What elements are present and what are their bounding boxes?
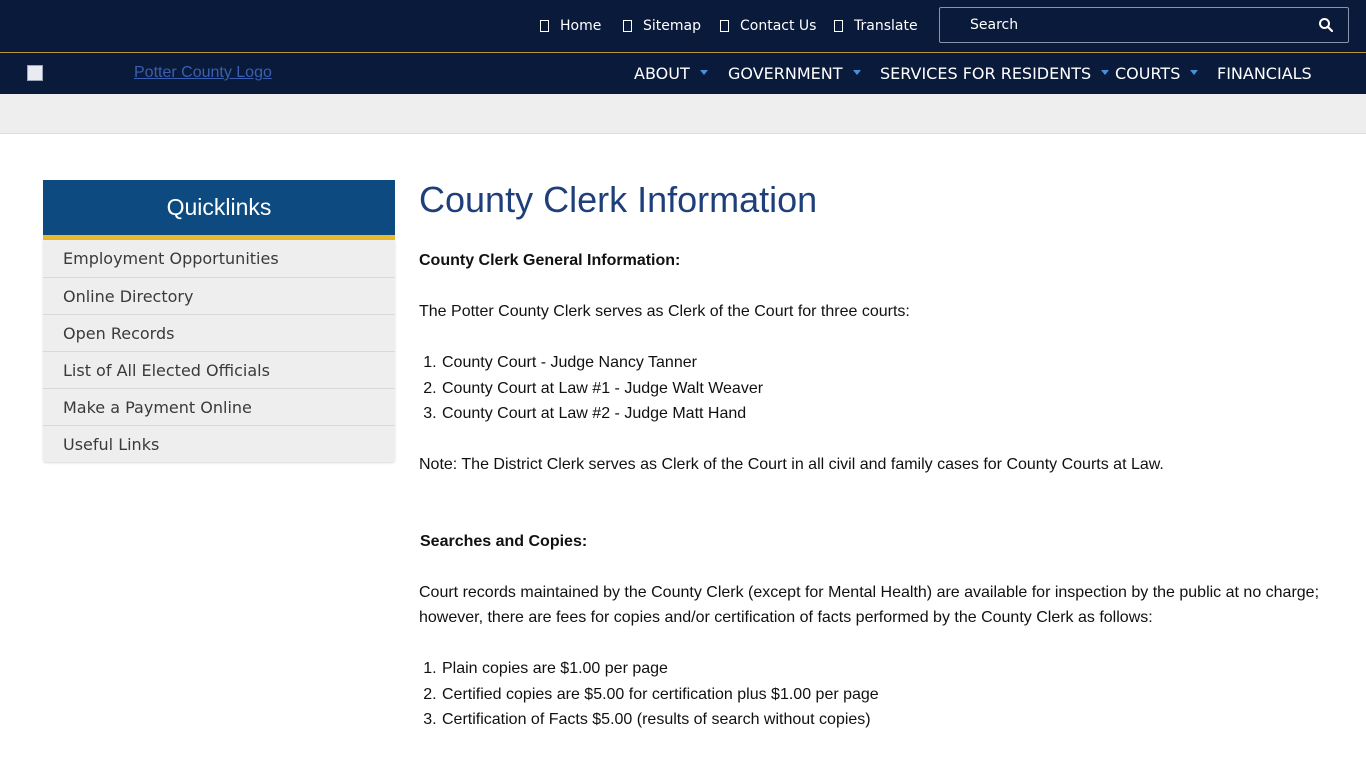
utility-link-contact[interactable]: [720, 0, 816, 52]
nav-item-about[interactable]: [634, 53, 708, 94]
logo-alt-text: Potter County Logo: [134, 64, 272, 81]
search-input[interactable]: [940, 8, 1300, 42]
site-logo[interactable]: [27, 64, 272, 82]
nav-item-courts-label: COURTS: [1115, 64, 1181, 83]
nav-item-financials-label: FINANCIALS: [1217, 64, 1312, 83]
quicklinks-list: [43, 240, 395, 462]
list-item: 3. County Court at Law #2 - Judge Matt Hand: [441, 401, 1329, 427]
nav-item-government-label: GOVERNMENT: [728, 64, 843, 83]
quicklink-make-payment[interactable]: Make a Payment Online: [43, 388, 395, 425]
list-item: 1. County Court - Judge Nancy Tanner: [441, 350, 1329, 376]
sitemap-icon: [623, 20, 632, 32]
quicklink-elected-officials[interactable]: List of All Elected Officials: [43, 351, 395, 388]
nav-item-services-label: SERVICES FOR RESIDENTS: [880, 64, 1092, 83]
chevron-down-icon: [1101, 70, 1109, 75]
quicklinks-title: Quicklinks: [43, 180, 395, 240]
utility-link-home[interactable]: [540, 0, 601, 52]
translate-icon: [834, 20, 843, 32]
utility-link-contact-label: Contact Us: [740, 18, 817, 34]
search-icon[interactable]: [1318, 17, 1334, 33]
general-info-heading: County Clerk General Information:: [419, 252, 681, 269]
nav-item-financials[interactable]: [1217, 53, 1312, 94]
home-icon: [540, 20, 549, 32]
quicklink-open-records[interactable]: Open Records: [43, 314, 395, 351]
broken-image-icon: [27, 65, 43, 81]
nav-item-about-label: ABOUT: [634, 64, 690, 83]
chevron-down-icon: [700, 70, 708, 75]
list-item: 2. Certified copies are $5.00 for certification plus $1.00 per page: [441, 682, 1329, 708]
searches-heading: Searches and Copies:: [420, 532, 588, 550]
courts-list: [419, 350, 1329, 427]
nav-item-government[interactable]: [728, 53, 861, 94]
utility-link-translate[interactable]: [834, 0, 918, 52]
quicklink-useful-links[interactable]: Useful Links: [43, 425, 395, 462]
chevron-down-icon: [1190, 70, 1198, 75]
nav-item-courts[interactable]: [1115, 53, 1198, 94]
quicklink-online-directory[interactable]: Online Directory: [43, 277, 395, 314]
list-item: 2. County Court at Law #1 - Judge Walt Weaver: [441, 376, 1329, 402]
search-box: [939, 7, 1349, 43]
main-content: [419, 178, 1329, 733]
page-title: County Clerk Information: [419, 179, 818, 220]
main-nav-bar: [0, 53, 1366, 94]
top-utility-bar: [0, 0, 1366, 53]
fees-list: [419, 656, 1329, 733]
utility-link-sitemap[interactable]: [623, 0, 701, 52]
general-info-text: The Potter County Clerk serves as Clerk of the Court for three courts:: [419, 303, 910, 320]
quicklinks-sidebar: [43, 180, 395, 462]
page-banner-strip: [0, 94, 1366, 134]
contact-icon: [720, 20, 729, 32]
list-item: 1. Plain copies are $1.00 per page: [441, 656, 1329, 682]
searches-text: Court records maintained by the County Clerk (except for Mental Health) are available for inspection by the public at no charge; however, there are fees for copies and/or certification of facts performed by the County Clerk as follows:: [419, 583, 1320, 626]
district-clerk-note: Note: The District Clerk serves as Clerk of the Court in all civil and family cases for County Courts at Law.: [419, 456, 1164, 473]
nav-item-services[interactable]: [880, 53, 1109, 94]
quicklink-employment[interactable]: Employment Opportunities: [63, 249, 279, 268]
utility-link-sitemap-label: Sitemap: [643, 18, 701, 34]
chevron-down-icon: [853, 70, 861, 75]
list-item: 3. Certification of Facts $5.00 (results of search without copies): [441, 707, 1329, 733]
utility-link-translate-label: Translate: [854, 18, 918, 34]
utility-link-home-label: Home: [560, 18, 602, 34]
